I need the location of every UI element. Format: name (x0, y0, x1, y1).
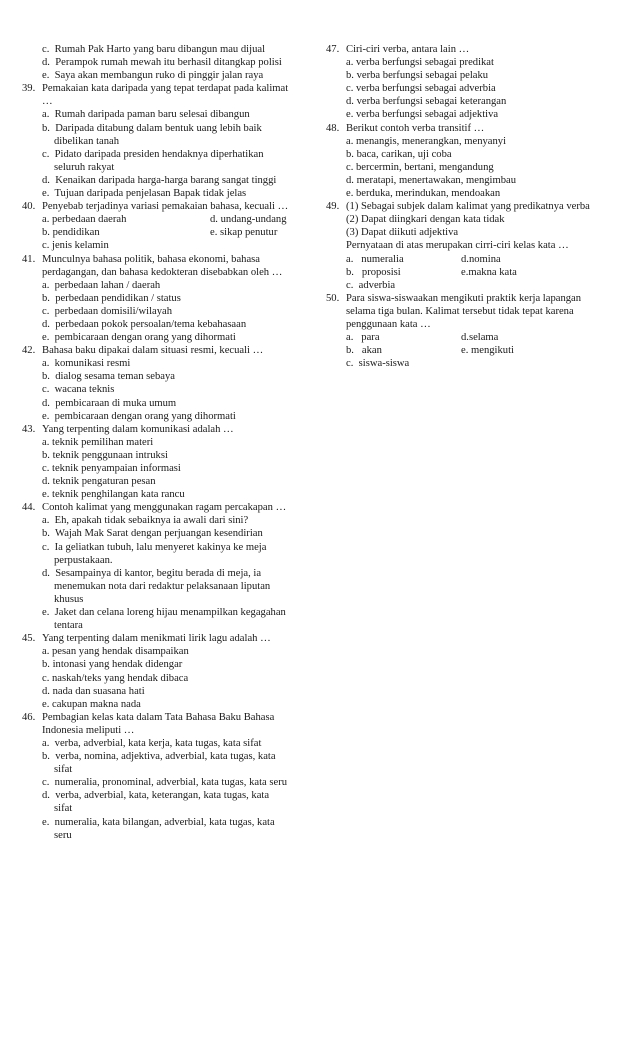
option-d-cont: menemukan nota dari redaktur pelaksanaan liputan (54, 580, 271, 592)
question-45 (22, 632, 314, 645)
question-number: 46. (22, 711, 36, 723)
option-a: a. numeralia (346, 253, 404, 265)
option-b: b. proposisi (346, 266, 401, 278)
q38-option-c: c. Rumah Pak Harto yang baru dibangun mau dijual (42, 44, 266, 55)
question-stem: Penyebab terjadinya variasi pemakaian bahasa, kecuali … (42, 201, 289, 213)
option-row (326, 253, 616, 266)
question-stem: Para siswa-siswaakan mengikuti praktik kerja lapangan (346, 292, 582, 304)
option-a: a. perbedaan lahan / daerah (42, 279, 161, 291)
option-e: e. Jaket dan celana loreng hijau menampilkan kegagahan (42, 607, 286, 619)
question-50 (326, 292, 616, 305)
question-stem-cont: perdagangan, dan bahasa kedokteran disebabkan oleh … (42, 266, 283, 278)
question-42 (22, 344, 314, 357)
question-stem-cont: Indonesia meliputi … (42, 724, 135, 736)
question-prompt: Pernyataan di atas merupakan cirri-ciri kelas kata … (346, 240, 569, 252)
option-c: c. Pidato daripada presiden hendaknya diperhatikan (42, 148, 264, 160)
option-c: c. numeralia, pronominal, adverbial, kata tugas, kata seru (42, 777, 288, 789)
question-39 (22, 82, 314, 95)
option-b: b. intonasi yang hendak didengar (42, 659, 183, 671)
option-a: a. teknik pemilihan materi (42, 436, 154, 448)
option-b: b. Wajah Mak Sarat dengan perjuangan kesendirian (42, 528, 263, 540)
question-number: 41. (22, 253, 36, 265)
option-a: a. para (346, 332, 380, 344)
option-d: d.selama (461, 332, 499, 344)
question-number: 39. (22, 83, 36, 95)
option-b-cont: dibelikan tanah (54, 135, 120, 147)
option-e: e. cakupan makna nada (42, 698, 141, 710)
question-stem: Pemakaian kata daripada yang tepat terdapat pada kalimat (42, 83, 289, 95)
option-d: d. meratapi, menertawakan, mengimbau (346, 174, 517, 186)
question-stem-cont: penggunaan kata … (346, 318, 431, 330)
option-row (326, 331, 616, 344)
question-stem: Yang terpenting dalam komunikasi adalah … (42, 423, 234, 435)
question-43 (22, 423, 314, 436)
option-c: c. Ia geliatkan tubuh, lalu menyeret kakinya ke meja (42, 541, 267, 553)
option-b: b. teknik penggunaan intruksi (42, 449, 168, 461)
question-46 (22, 711, 314, 724)
option-b: b. Daripada ditabung dalam bentuk uang lebih baik (42, 122, 262, 134)
option-b: b. verba, nomina, adjektiva, adverbial, kata tugas, kata (42, 751, 276, 763)
option-a: a. Eh, apakah tidak sebaiknya ia awali dari sini? (42, 515, 249, 527)
option-b: b. perbedaan pendidikan / status (42, 292, 181, 304)
question-stem: Berikut contoh verba transitif … (346, 122, 485, 134)
question-number: 44. (22, 502, 36, 514)
option-d: d. teknik pengaturan pesan (42, 476, 156, 488)
option-b: b. verba berfungsi sebagai pelaku (346, 70, 489, 82)
question-number: 47. (326, 44, 340, 55)
q38-option-d: d. Perampok rumah mewah itu berhasil ditangkap polisi (42, 57, 282, 69)
question-stem: Contoh kalimat yang menggunakan ragam percakapan … (42, 502, 287, 514)
question-stem: Pembagian kelas kata dalam Tata Bahasa Baku Bahasa (42, 711, 275, 723)
option-d: d.nomina (461, 253, 501, 265)
option-d: d. Sesampainya di kantor, begitu berada di meja, ia (42, 567, 262, 579)
statement-2: (2) Dapat diingkari dengan kata tidak (346, 214, 505, 226)
option-b-cont: sifat (54, 764, 73, 776)
question-stem-cont: selama tiga bulan. Kalimat tersebut tidak tepat karena (346, 305, 574, 317)
question-40 (22, 200, 314, 213)
question-number: 49. (326, 201, 340, 213)
question-number: 50. (326, 292, 340, 304)
question-stem: Munculnya bahasa politik, bahasa ekonomi, bahasa (42, 253, 260, 265)
option-row (22, 226, 314, 239)
option-e: e. numeralia, kata bilangan, adverbial, kata tugas, kata (42, 816, 275, 828)
option-b: b. baca, carikan, uji coba (346, 148, 452, 160)
option-c: c. teknik penyampaian informasi (42, 463, 181, 474)
question-49 (326, 200, 616, 213)
option-e: e. pembicaraan dengan orang yang dihormati (42, 410, 236, 422)
option-d: d. pembicaraan di muka umum (42, 397, 177, 409)
option-d: d. verba berfungsi sebagai keterangan (346, 96, 507, 108)
option-a: a. verba, adverbial, kata kerja, kata tugas, kata sifat (42, 737, 262, 749)
option-c: c. wacana teknis (42, 384, 115, 396)
option-e: e. sikap penutur (210, 227, 278, 239)
option-d: d. nada dan suasana hati (42, 685, 145, 697)
option-c: c. naskah/teks yang hendak dibaca (42, 672, 189, 684)
question-stem-cont: … (42, 96, 53, 108)
option-e-cont: tentara (54, 620, 83, 632)
option-a: a. verba berfungsi sebagai predikat (346, 57, 494, 69)
question-48 (326, 122, 616, 135)
question-47 (326, 43, 616, 56)
option-row (326, 266, 616, 279)
option-row (22, 213, 314, 226)
question-number: 45. (22, 633, 36, 645)
option-d-cont: khusus (54, 593, 84, 605)
option-e: e.makna kata (461, 266, 517, 278)
option-c: c. verba berfungsi sebagai adverbia (346, 83, 496, 95)
question-stem: Ciri-ciri verba, antara lain … (346, 44, 470, 55)
option-a: a. pesan yang hendak disampaikan (42, 646, 189, 658)
option-e: e. pembicaraan dengan orang yang dihormati (42, 332, 236, 344)
right-column (326, 43, 616, 370)
statement-3: (3) Dapat diikuti adjektiva (346, 227, 459, 239)
question-number: 48. (326, 122, 340, 134)
option-c: c. bercermin, bertani, mengandung (346, 161, 494, 173)
option-c-cont: seluruh rakyat (54, 161, 115, 173)
option-c: c. jenis kelamin (42, 240, 109, 252)
option-c: c. adverbia (346, 279, 396, 291)
question-stem: Bahasa baku dipakai dalam situasi resmi, kecuali … (42, 345, 264, 357)
option-c: c. siswa-siswa (346, 358, 410, 370)
option-a: a. komunikasi resmi (42, 358, 131, 370)
option-a: a. perbedaan daerah (42, 214, 127, 226)
option-d: d. verba, adverbial, kata, keterangan, kata tugas, kata (42, 790, 270, 802)
option-e: e. mengikuti (461, 345, 514, 357)
option-d: d. Kenaikan daripada harga-harga barang sangat tinggi (42, 174, 277, 186)
option-row (326, 344, 616, 357)
q38-option-e: e. Saya akan membangun ruko di pinggir jalan raya (42, 70, 264, 82)
question-number: 40. (22, 201, 36, 213)
option-e: e. teknik penghilangan kata rancu (42, 489, 185, 501)
option-b: b. pendidikan (42, 227, 100, 239)
question-number: 42. (22, 345, 36, 357)
option-c: c. perbedaan domisili/wilayah (42, 305, 173, 317)
option-b: b. akan (346, 345, 382, 357)
left-column (22, 43, 314, 842)
option-c-cont: perpustakaan. (54, 554, 113, 566)
option-d: d. undang-undang (210, 214, 287, 226)
option-d-cont: sifat (54, 803, 73, 815)
option-e-cont: seru (54, 829, 72, 841)
question-stem: (1) Sebagai subjek dalam kalimat yang predikatnya verba (346, 201, 590, 213)
question-number: 43. (22, 423, 36, 435)
option-e: e. verba berfungsi sebagai adjektiva (346, 109, 499, 121)
option-a: a. menangis, menerangkan, menyanyi (346, 135, 507, 147)
option-e: e. berduka, merindukan, mendoakan (346, 188, 501, 200)
option-d: d. perbedaan pokok persoalan/tema kebahasaan (42, 318, 247, 330)
question-44 (22, 501, 314, 514)
question-41 (22, 253, 314, 266)
option-a: a. Rumah daripada paman baru selesai dibangun (42, 109, 250, 121)
option-e: e. Tujuan daripada penjelasan Bapak tidak jelas (42, 188, 247, 200)
option-b: b. dialog sesama teman sebaya (42, 371, 175, 383)
question-stem: Yang terpenting dalam menikmati lirik lagu adalah … (42, 633, 271, 645)
